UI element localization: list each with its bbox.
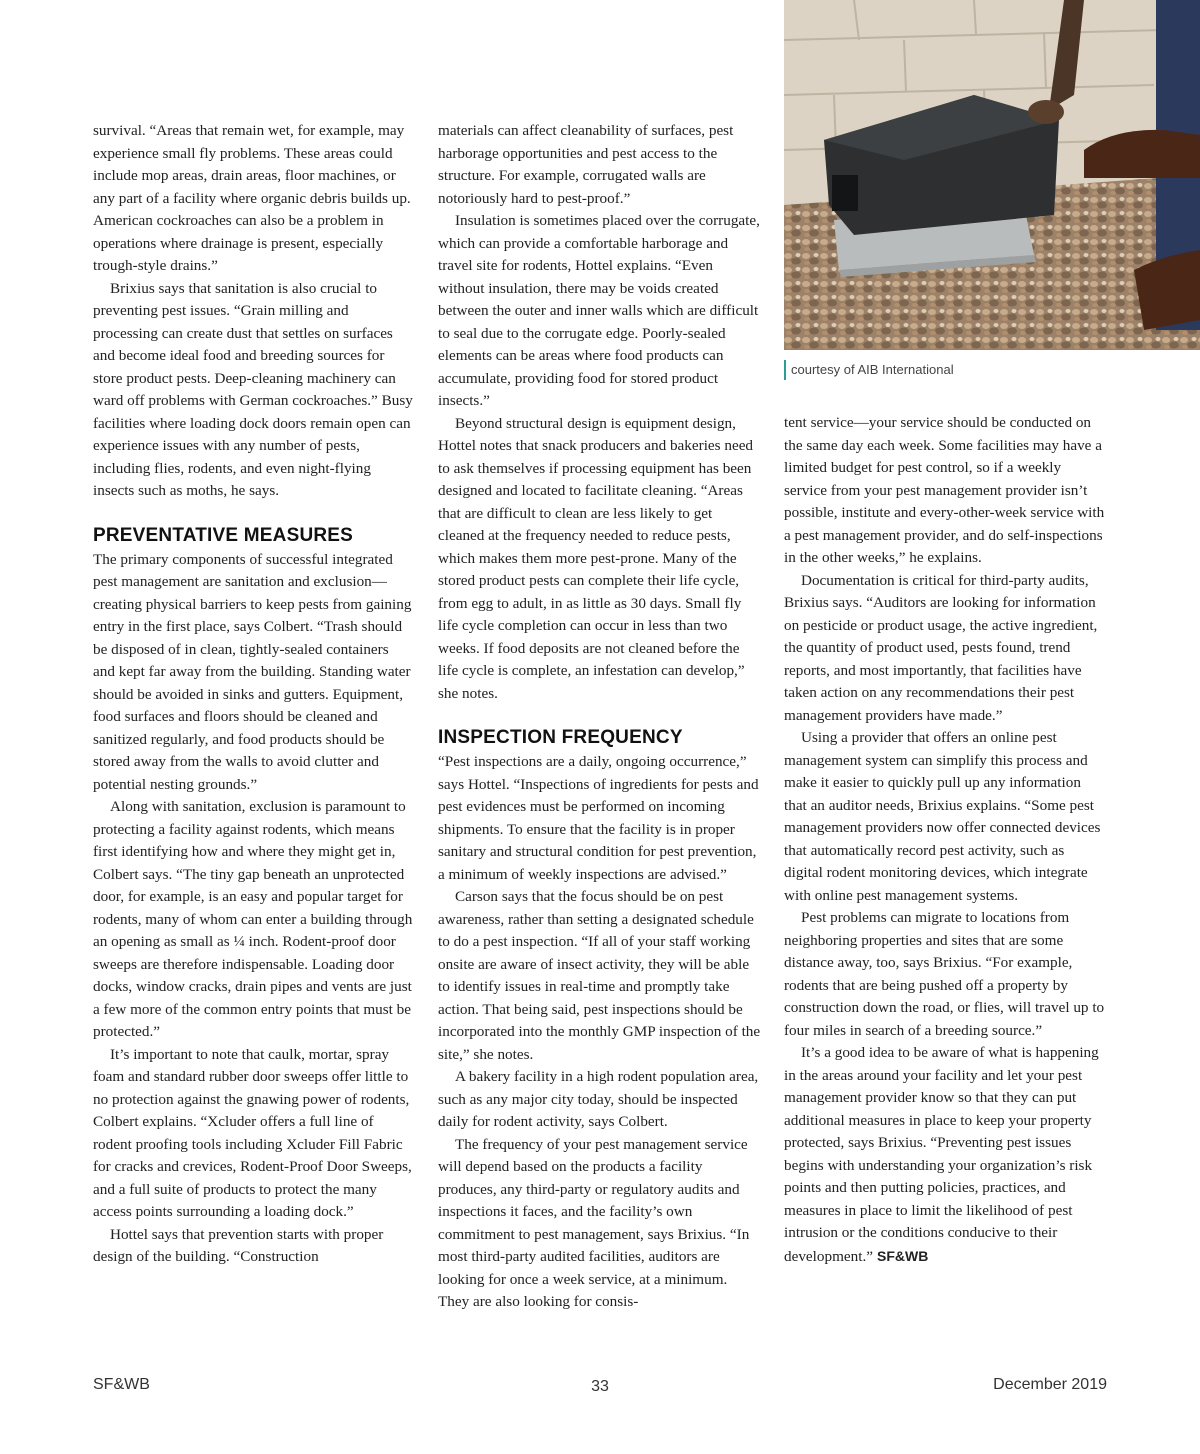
paragraph: Pest problems can migrate to locations from neighboring properties and sites that are some distance away, too, says Brixius. “For example, rodents that are being pushed off a property by construction down the road, or flies, will travel up to four miles in search of a breeding source.” bbox=[784, 909, 1105, 1039]
paragraph: tent service—your service should be conducted on the same day each week. Some facilities may have a limited budget for pest control, so if a weekly service from your pest management provider isn’t possible, institute and every-other-week service with a pest management provider, and do self-inspections in the other weeks,” he explains. bbox=[784, 414, 1105, 566]
paragraph: Documentation is critical for third-party audits, Brixius says. “Auditors are looking for information on pesticide or product usage, the active ingredient, the quantity of product used, pests found, trend reports, and most importantly, that facilities have taken action on any recommendations their pest management providers have made.” bbox=[784, 571, 1098, 724]
paragraph-text: It’s a good idea to be aware of what is happening in the areas around your facility and let your pest management provider know so that they can put additional measures in place to keep your property protected, says Brixius. “Preventing pest issues begins with understanding your organization’s risk points and then putting policies, practices, and measures in place to limit the likelihood of pest intrusion or the conditions conducive to their development.” bbox=[784, 1044, 1099, 1265]
article-column-1 bbox=[93, 120, 413, 1269]
paragraph: Insulation is sometimes placed over the corrugate, which can provide a comfortable harborage and travel site for rodents, Hottel explains. “Even without insulation, there may be voids created between the outer and inner walls which are difficult to seal due to the corrugate edge. Poorly-sealed elements can be areas where food products can accumulate, providing food for stored product insects.” bbox=[438, 212, 760, 409]
paragraph: Hottel says that prevention starts with proper design of the building. “Construction bbox=[93, 1225, 384, 1265]
footer-publication: SF&WB bbox=[93, 1376, 150, 1393]
page-number: 33 bbox=[591, 1378, 609, 1395]
paragraph: materials can affect cleanability of surfaces, pest harborage opportunities and pest access to the structure. For example, corrugated walls are notoriously hard to pest-proof.” bbox=[438, 122, 734, 207]
article-column-3 bbox=[784, 412, 1106, 1268]
paragraph: Carson says that the focus should be on pest awareness, rather than setting a designated schedule to do a pest inspection. “If all of your staff working onsite are aware of insect activity, they will be able to identify issues in real-time and promptly take action. That being said, pest inspections should be incorporated into the monthly GMP inspection of the site,” she notes. bbox=[438, 888, 761, 1063]
end-signoff: SF&WB bbox=[876, 1247, 929, 1264]
paragraph: Beyond structural design is equipment design, Hottel notes that snack producers and bakeries need to ask themselves if processing equipment has been designed and located to facilitate cleaning. “Areas that are difficult to clean are less likely to get cleaned at the frequency needed to reduce pests, which makes them more pest-prone. Many of the stored product pests can complete their life cycle, from egg to adult, in as little as 30 days. Small fly life cycle completion can occur in less than two weeks. If food deposits are not cleaned before the life cycle is complete, an infestation can develop,” she notes. bbox=[438, 414, 754, 702]
paragraph: The primary components of successful integrated pest management are sanitation and exclusion—creating physical barriers to keep pests from gaining entry in the first place, says Colbert. “Trash should be disposed of in clean, tightly-sealed containers and kept far away from the building. Standing water should be avoided in sinks and gutters. Equipment, food surfaces and floors should be cleaned and sanitized regularly, and food products should be stored away from the walls to avoid clutter and potential nesting grounds.” bbox=[93, 550, 412, 793]
paragraph: A bakery facility in a high rodent population area, such as any major city today, should be inspected daily for rodent activity, says Colbert. bbox=[438, 1068, 759, 1130]
paragraph: It’s important to note that caulk, mortar, spray foam and standard rubber door sweeps offer little to no protection against the gnawing power of rodents, Colbert explains. “Xcluder offers a full line of rodent proofing tools including Xcluder Fill Fabric for cracks and crevices, Rodent-Proof Door Sweeps, and a full suite of products to protect the many access points surrounding a loading dock.” bbox=[93, 1045, 412, 1220]
paragraph: Using a provider that offers an online pest management system can simplify this process and make it easier to quickly pull up any information that an auditor needs, Brixius explains. “Some pest management providers now offer connected devices that automatically record pest activity, such as digital rodent monitoring devices, which integrate with online pest management systems. bbox=[784, 729, 1101, 904]
paragraph: survival. “Areas that remain wet, for example, may experience small fly problems. These areas could include mop areas, drain areas, floor machines, or any part of a facility where organic debris builds up. American cockroaches can also be a problem in operations where drainage is present, especially trough-style drains.” bbox=[93, 122, 411, 274]
section-heading-preventative-measures: PREVENTATIVE MEASURES bbox=[93, 524, 354, 546]
footer-date: December 2019 bbox=[993, 1376, 1107, 1393]
section-heading-inspection-frequency: INSPECTION FREQUENCY bbox=[438, 727, 683, 748]
paragraph bbox=[784, 1042, 1106, 1268]
paragraph: Along with sanitation, exclusion is paramount to protecting a facility against rodents, which means first identifying how and where they might get in, Colbert says. “The tiny gap beneath an unprotected door, for example, is an easy and popular target for rodents, many of whom can enter a building through an opening as small as ¼ inch. Rodent-proof door sweeps are therefore indispensable. Loading door docks, window cracks, drain pipes and vents are just a few more of the common entry points that must be protected.” bbox=[93, 798, 413, 1040]
photo-caption: courtesy of AIB International bbox=[784, 360, 954, 380]
article-column-2 bbox=[438, 120, 762, 1314]
paragraph: The frequency of your pest management service will depend based on the products a facility produces, any third-party or regulatory audits and inspections it faces, and the facility’s own commitment to pest management, says Brixius. “In most third-party audited facilities, auditors are looking for once a week service, at a minimum. They are also looking for consis- bbox=[438, 1135, 750, 1310]
paragraph: Brixius says that sanitation is also crucial to preventing pest issues. “Grain milling and processing can create dust that settles on surfaces and become ideal food and breeding sources for store product pests. Deep-cleaning machinery can ward off problems with German cockroaches.” Busy facilities where loading dock doors remain open can experience issues with any number of pests, including flies, rodents, and even night-flying insects such as moths, he says. bbox=[93, 279, 413, 499]
paragraph: “Pest inspections are a daily, ongoing occurrence,” says Hottel. “Inspections of ingredients for pests and pest evidences must be performed on incoming shipments. To ensure that the facility is in proper sanitary and structural condition for pest prevention, a minimum of weekly inspections are advised.” bbox=[438, 753, 759, 883]
bait-station-photo bbox=[784, 0, 1200, 350]
